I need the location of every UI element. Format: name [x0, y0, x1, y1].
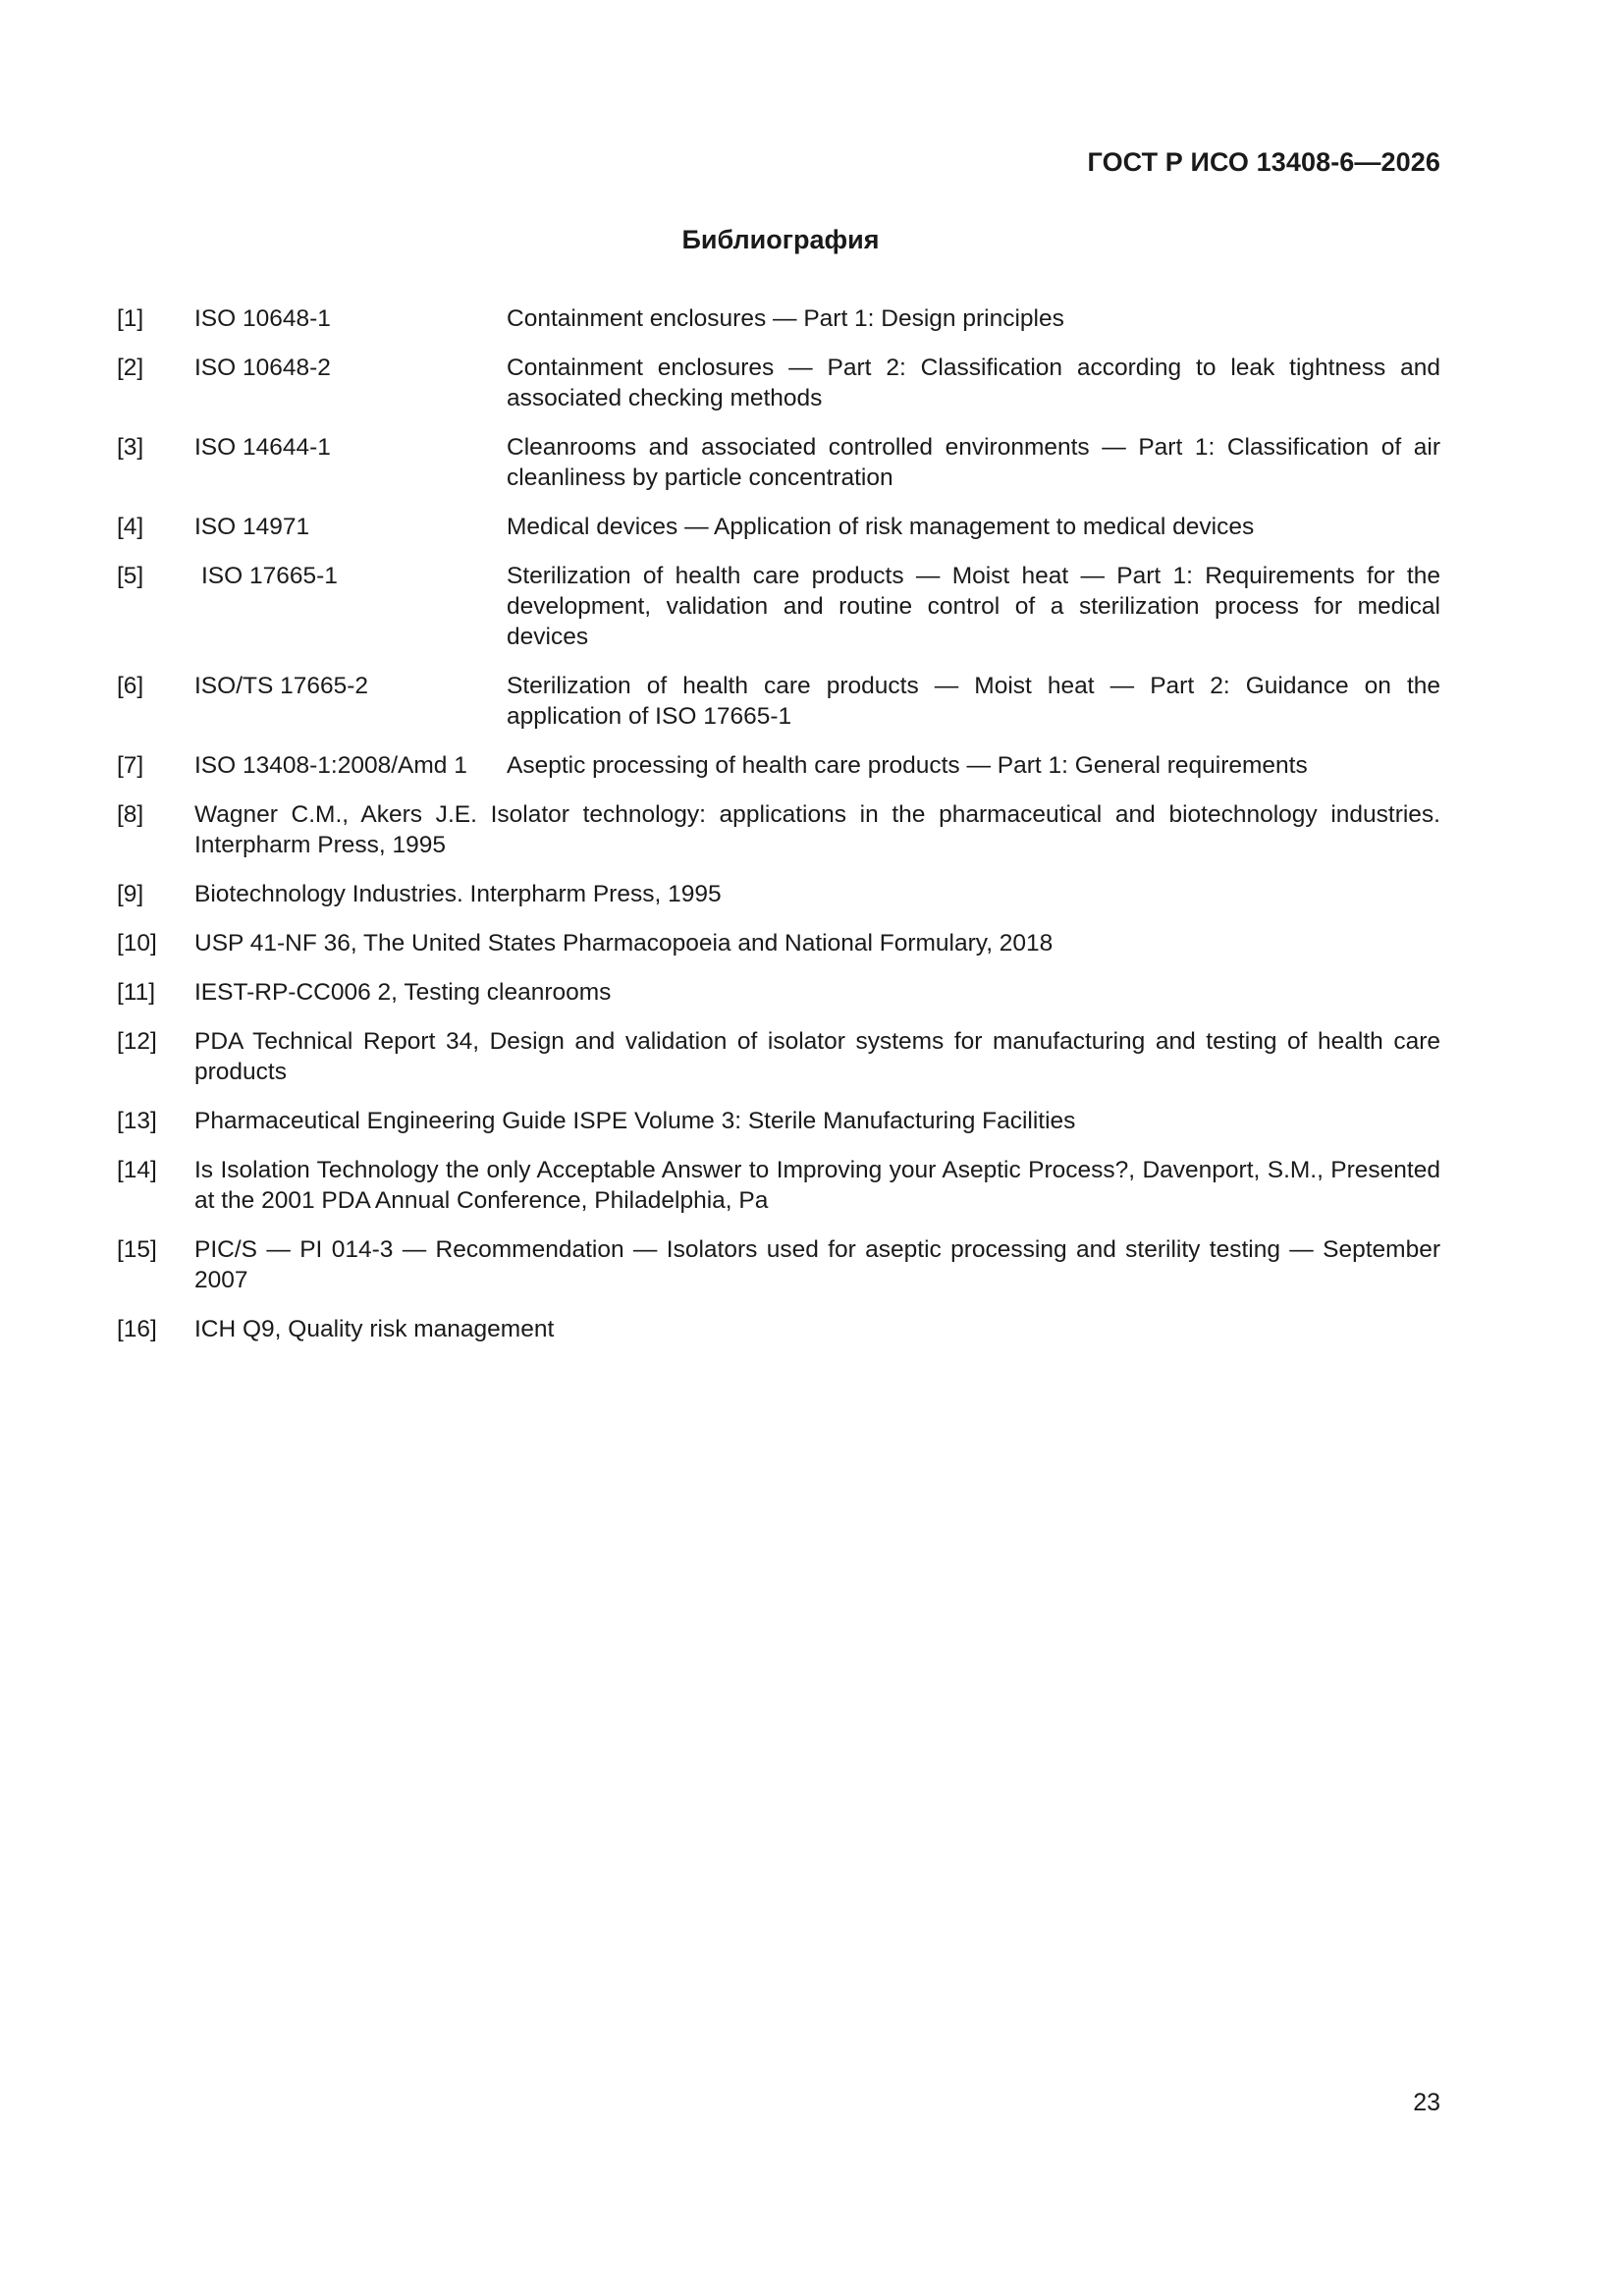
entry-number: [4] — [117, 514, 144, 540]
entry-text: PDA Technical Report 34, Design and validation of isolator systems for manufacturing and testing of health care products — [194, 1028, 1440, 1085]
bibliography-entry-1 — [117, 303, 1440, 334]
entry-reference: ISO 13408-1:2008/Amd 1 — [194, 752, 467, 779]
entry-text: ICH Q9, Quality risk management — [194, 1316, 555, 1342]
bibliography-entry-12 — [117, 1026, 1440, 1087]
entry-number: [14] — [117, 1157, 157, 1183]
entry-title: Containment enclosures — Part 2: Classification according to leak tightness and associated checking methods — [507, 355, 1440, 411]
entry-text: IEST-RP-CC006 2, Testing cleanrooms — [194, 979, 612, 1006]
bibliography-entry-10 — [117, 928, 1440, 958]
entry-number: [7] — [117, 752, 144, 779]
entry-number: [13] — [117, 1108, 157, 1134]
bibliography-entry-4 — [117, 512, 1440, 542]
entry-reference: ISO 10648-2 — [194, 355, 331, 381]
entry-number: [5] — [117, 563, 144, 589]
entry-text: Pharmaceutical Engineering Guide ISPE Volume 3: Sterile Manufacturing Facilities — [194, 1108, 1076, 1134]
bibliography-entry-14 — [117, 1155, 1440, 1216]
page-number: 23 — [1413, 2089, 1440, 2116]
entry-number: [1] — [117, 305, 144, 332]
entry-title: Sterilization of health care products — Moist heat — Part 1: Requirements for the development, validation and routine control of a sterilization process for medical devices — [507, 563, 1440, 650]
bibliography-entry-9 — [117, 879, 1440, 909]
entry-reference: ISO 14644-1 — [194, 434, 331, 461]
bibliography-title: Библиография — [681, 225, 880, 254]
entry-text: USP 41-NF 36, The United States Pharmacopoeia and National Formulary, 2018 — [194, 930, 1054, 957]
bibliography-entry-2 — [117, 353, 1440, 413]
entry-number: [3] — [117, 434, 144, 461]
entry-number: [2] — [117, 355, 144, 381]
entry-reference: ISO 14971 — [194, 514, 310, 540]
entry-text: PIC/S — PI 014-3 — Recommendation — Isolators used for aseptic processing and sterility testing — September 2007 — [194, 1236, 1440, 1293]
entry-text: Biotechnology Industries. Interpharm Press, 1995 — [194, 881, 722, 907]
bibliography-entry-13 — [117, 1106, 1440, 1136]
entry-title: Medical devices — Application of risk management to medical devices — [507, 514, 1255, 540]
entry-title: Containment enclosures — Part 1: Design principles — [507, 305, 1064, 332]
bibliography-entry-7 — [117, 750, 1440, 781]
entry-text: Is Isolation Technology the only Acceptable Answer to Improving your Aseptic Process?, Davenport, S.M., Presented at the 2001 PDA Annual Conference, Philadelphia, Pa — [194, 1157, 1440, 1214]
entry-text: Wagner C.M., Akers J.E. Isolator technology: applications in the pharmaceutical and biotechnology industries. Interpharm Press, 1995 — [194, 801, 1440, 858]
entry-number: [6] — [117, 673, 144, 699]
bibliography-entry-16 — [117, 1314, 1440, 1344]
entry-number: [15] — [117, 1236, 157, 1263]
entry-number: [9] — [117, 881, 144, 907]
entry-number: [12] — [117, 1028, 157, 1055]
entry-title: Aseptic processing of health care products — Part 1: General requirements — [507, 752, 1308, 779]
entry-reference: ISO 10648-1 — [194, 305, 331, 332]
bibliography-entry-15 — [117, 1234, 1440, 1295]
entry-reference: ISO/TS 17665-2 — [194, 673, 369, 699]
bibliography-entry-3 — [117, 432, 1440, 493]
entry-title: Cleanrooms and associated controlled environments — Part 1: Classification of air cleanliness by particle concentration — [507, 434, 1440, 491]
entry-number: [16] — [117, 1316, 157, 1342]
bibliography-entry-5 — [117, 561, 1440, 652]
document-code: ГОСТ Р ИСО 13408-6—2026 — [1087, 147, 1440, 177]
bibliography-entry-11 — [117, 977, 1440, 1008]
bibliography-list — [117, 303, 1440, 1363]
bibliography-entry-6 — [117, 671, 1440, 732]
bibliography-entry-8 — [117, 799, 1440, 860]
entry-number: [11] — [117, 979, 156, 1006]
entry-number: [8] — [117, 801, 144, 828]
entry-title: Sterilization of health care products — Moist heat — Part 2: Guidance on the application of ISO 17665-1 — [507, 673, 1440, 730]
entry-reference: ISO 17665-1 — [201, 563, 338, 589]
entry-number: [10] — [117, 930, 157, 957]
